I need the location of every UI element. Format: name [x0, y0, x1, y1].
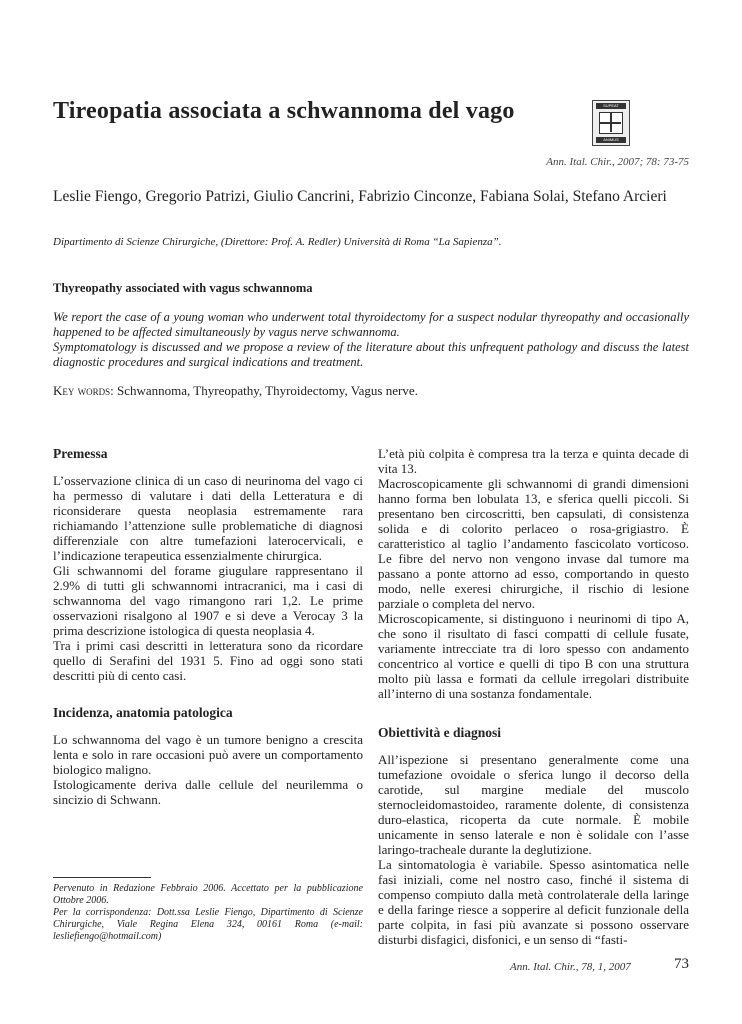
- paragraph: Istologicamente deriva dalle cellule del neurilemma o sincizio di Schwann.: [53, 777, 363, 807]
- logo-top-text: SUPEAT: [596, 103, 626, 109]
- journal-reference: Ann. Ital. Chir., 2007; 78: 73-75: [546, 156, 689, 168]
- section-heading-incidenza: Incidenza, anatomia patologica: [53, 705, 233, 720]
- abstract-paragraph: We report the case of a young woman who underwent total thyroidectomy for a suspect nodular thyreopathy and occasionally happened to be affected simultaneously by vagus nerve schwannoma.: [53, 310, 689, 339]
- paragraph: Lo schwannoma del vago è un tumore benigno a crescita lenta e solo in rare occasioni può avere un comportamento biologico maligno.: [53, 732, 363, 777]
- logo-bottom-text: ANIMUS: [596, 137, 626, 143]
- section-heading-obiettivita: Obiettività e diagnosi: [378, 725, 502, 740]
- paragraph: [53, 563, 363, 638]
- footnotes: [53, 883, 363, 943]
- paragraph: Microscopicamente, si distinguono i neurinomi di tipo A, che sono il risultato di fasci compatti di cellule fusate, variamente intrecciate tra di loro spesso con andamento concentrico al vortice e quelli di tipo B con una struttura molto più lassa e formati da cellule irregolari distribuite all’interno di una sostanza fondamentale.: [378, 611, 689, 701]
- keywords-text: : Schwannoma, Thyreopathy, Thyroidectomy, Vagus nerve.: [110, 383, 418, 398]
- section-heading-premessa: Premessa: [53, 446, 108, 461]
- paragraph: Macroscopicamente gli schwannomi di grandi dimensioni hanno forma ben lobulata 13, e sferica quelli piccoli. Si presentano ben circoscritti, ben capsulati, di consistenza solida e di colorito perlaceo o rosa-grigiastro. È caratteristico al taglio l’andamento fascicolato vorticoso. Le fibre del nervo non vengono invase dal tumore ma passano a ponte attorno ad esso, comportando in questo modo, nelle exeresi chirurgiche, il rischio di lesione parziale o completa del nervo.: [378, 476, 689, 611]
- author-list: Leslie Fiengo, Gregorio Patrizi, Giulio Cancrini, Fabrizio Cinconze, Fabiana Solai, Stefano Arcieri: [53, 188, 667, 205]
- paragraph: All’ispezione si presentano generalmente come una tumefazione ovoidale o sferica lungo il decorso della carotide, sul margine mediale del muscolo sternocleidomastoideo, raramente dolente, di consistenza duro-elastica, ricoperta da cute normale. È mobile unicamente in senso laterale e non è solidale con l’asse laringo-tracheale durante la deglutizione.: [378, 752, 689, 857]
- logo-shield-icon: [599, 112, 623, 134]
- paragraph: Tra i primi casi descritti in letteratura sono da ricordare quello di Serafini del 1931 5. Fino ad oggi sono stati descritti più di cento casi.: [53, 638, 363, 683]
- journal-logo: [592, 100, 630, 146]
- keywords-label: Key words: [53, 383, 111, 398]
- affiliation: Dipartimento di Scienze Chirurgiche, (Direttore: Prof. A. Redler) Università di Roma “La Sapienza”.: [53, 236, 502, 248]
- footnote-divider: [53, 877, 151, 878]
- footer-journal: Ann. Ital. Chir., 78, 1, 2007: [510, 961, 631, 973]
- english-title: Thyreopathy associated with vagus schwannoma: [53, 281, 313, 295]
- right-column: [378, 446, 689, 947]
- left-column: [53, 446, 363, 807]
- keywords: [53, 383, 418, 399]
- article-title: Tireopatia associata a schwannoma del vago: [53, 98, 515, 124]
- paragraph-text: Gli schwannomi del forame giugulare rappresentano il 2.9% di tutti gli schwannomi intracranici, ma i casi di schwannoma del vago rimangono rari 1,2. Le prime osservazioni risalgono al 1907 e si deve a Verocay 3 la prima descrizione istologica di questa neoplasia 4.: [53, 563, 363, 638]
- abstract: [53, 310, 689, 370]
- paragraph: L’osservazione clinica di un caso di neurinoma del vago ci ha permesso di valutare i dati della Letteratura e di riconsiderare questa neoplasia estremamente rara richiamando l’attenzione sulle problematiche di diagnosi differenziale con altre tumefazioni laterocervicali, e l’indicazione terapeutica essenzialmente chirurgica.: [53, 473, 363, 563]
- footnote: Per la corrispondenza: Dott.ssa Leslie Fiengo, Dipartimento di Scienze Chirurgiche, Viale Regina Elena 324, 00161 Roma (e-mail: lesliefiengo@hotmail.com): [53, 907, 363, 942]
- footnote: Pervenuto in Redazione Febbraio 2006. Accettato per la pubblicazione Ottobre 2006.: [53, 883, 363, 906]
- paragraph: L’età più colpita è compresa tra la terza e quinta decade di vita 13.: [378, 446, 689, 476]
- abstract-paragraph: Symptomatology is discussed and we propose a review of the literature about this unfrequent pathology and discuss the latest diagnostic procedures and surgical indications and treatment.: [53, 340, 689, 369]
- page-number: 73: [674, 956, 689, 972]
- paragraph: La sintomatologia è variabile. Spesso asintomatica nelle fasi iniziali, come nel nostro caso, finché il sistema di compenso compiuto dalla metà controlaterale della laringe e della faringe riesce a sopperire al deficit funzionale della parte colpita, in fasi più avanzate si possono osservare disturbi disfagici, disfonici, e un senso di “fasti-: [378, 857, 689, 947]
